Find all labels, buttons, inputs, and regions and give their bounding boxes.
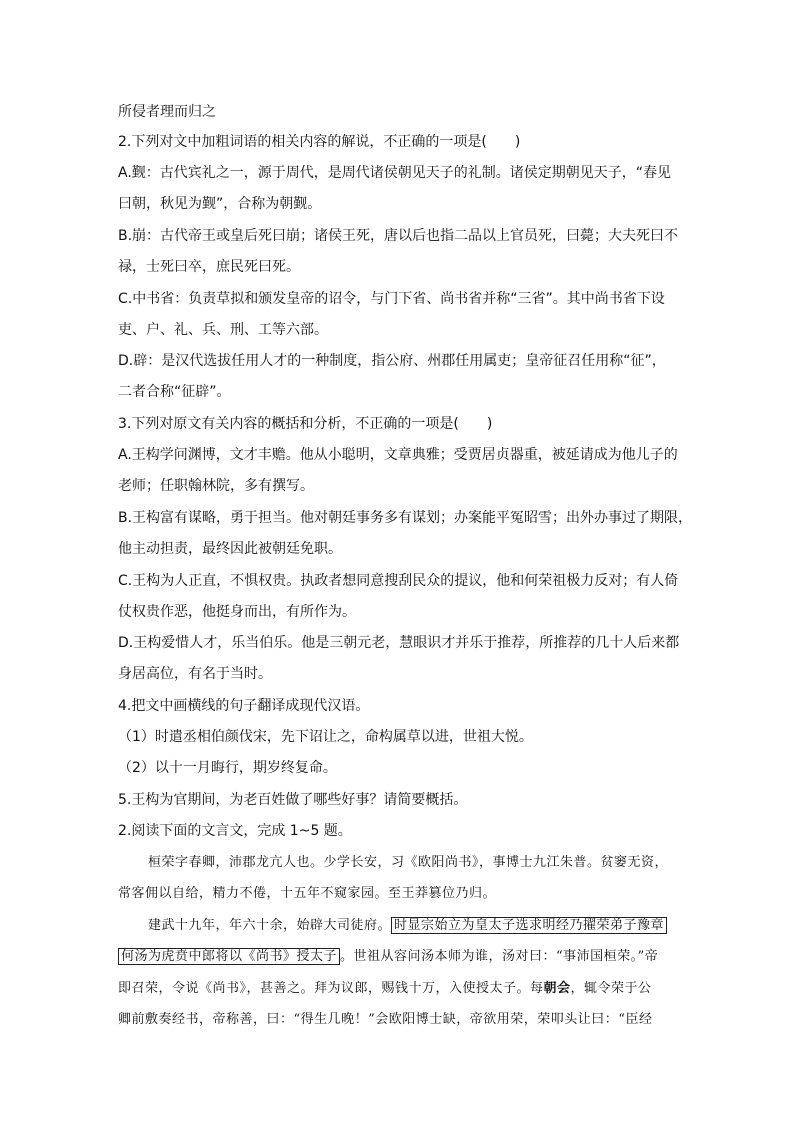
- option-3b-line2: 他主动担责，最终因此被朝廷免职。: [118, 541, 342, 557]
- option-3a-line2: 老师；任职翰林院，多有撰写。: [118, 478, 314, 494]
- option-3c-line1: C.王构为人正直，不惧权贵。执政者想同意搜刮民众的提议，他和何荣祖极力反对；有人倚: [118, 573, 679, 589]
- option-2b-line2: 禄，士死曰卒，庶民死曰死。: [118, 259, 300, 275]
- passage-text: 。世祖从容问汤本师为谁，汤对曰：“事沛国桓荣。”帝: [340, 949, 659, 964]
- option-2c-line2: 吏、户、礼、兵、刑、工等六部。: [118, 322, 328, 338]
- text-line: 所侵者理而归之: [118, 104, 216, 120]
- question-2: 2.下列对文中加粗词语的相关内容的解说，不正确的一项是( ): [118, 134, 521, 150]
- section-heading-2: 2.阅读下面的文言文，完成 1~5 题。: [118, 823, 352, 839]
- passage-line: 卿前敷奏经书，帝称善，曰：“得生几晚！”会欧阳博士缺，帝欲用荣，荣叩头让曰：“臣经: [118, 1012, 653, 1027]
- option-2a-line1: A.觐：古代宾礼之一，源于周代，是周代诸侯朝见天子的礼制。诸侯定期朝见天子，“春见: [118, 165, 672, 181]
- passage-line: 桓荣字春卿，沛郡龙亢人也。少学长安，习《欧阳尚书》，事博士九江朱普。贫窭无资，: [148, 855, 669, 870]
- translation-sentence-2: （2）以十一月晦行，期岁终复命。: [118, 760, 337, 776]
- option-3c-line2: 仗权贵作恶，他挺身而出，有所作为。: [118, 604, 356, 620]
- question-5: 5.王构为官期间，为老百姓做了哪些好事？请简要概括。: [118, 792, 468, 808]
- question-4: 4.把文中画横线的句子翻译成现代汉语。: [118, 698, 370, 714]
- boxed-sentence: 何汤为虎贲中郎将以《尚书》授太子: [118, 948, 340, 965]
- passage-line: [148, 916, 667, 936]
- option-2d-line2: 二者合称“征辟”。: [118, 384, 231, 400]
- passage-line: [118, 979, 652, 999]
- option-3a-line1: A.王构学问渊博，文才丰赡。他从小聪明，文章典雅；受贾居贞器重，被延请成为他儿子的: [118, 447, 678, 463]
- question-3: 3.下列对原文有关内容的概括和分析，不正确的一项是( ): [118, 416, 493, 432]
- passage-line: 常客佣以自给，精力不倦，十五年不窥家园。至王莽篡位乃归。: [118, 886, 497, 901]
- option-3d-line2: 身居高位，有名于当时。: [118, 666, 272, 682]
- option-3b-line1: B.王构富有谋略，勇于担当。他对朝廷事务多有谋划；办案能平冤昭雪；出外办事过了期限，: [118, 510, 693, 526]
- translation-sentence-1: （1）时遣丞相伯颜伐宋，先下诏让之，命构属草以进，世祖大悦。: [118, 729, 533, 745]
- passage-text: ，辄令荣于公: [570, 981, 652, 996]
- option-2d-line1: D.辟：是汉代选拔任用人才的一种制度，指公府、州郡任用属吏；皇帝征召任用称“征”，: [118, 353, 666, 369]
- option-3d-line1: D.王构爱惜人才，乐当伯乐。他是三朝元老，慧眼识才并乐于推荐，所推荐的几十人后来都: [118, 635, 680, 651]
- option-2c-line1: C.中书省：负责草拟和颁发皇帝的诏令，与门下省、尚书省并称“三省”。其中尚书省下设: [118, 291, 665, 307]
- boxed-sentence: 时显宗始立为皇太子选求明经乃擢荣弟子豫章: [391, 917, 667, 934]
- passage-text: 即召荣，令说《尚书》，甚善之。拜为议郎，赐钱十万，入使授太子。每: [118, 981, 544, 996]
- passage-text: 建武十九年，年六十余，始辟大司徒府。: [148, 918, 392, 933]
- option-2b-line1: B.崩：古代帝王或皇后死曰崩；诸侯王死，唐以后也指二品以上官员死，曰薨；大夫死曰不: [118, 228, 679, 244]
- option-2a-line2: 曰朝，秋见为觐”，合称为朝觐。: [118, 196, 322, 212]
- bold-term: 朝会: [543, 981, 571, 996]
- passage-line: [118, 947, 658, 967]
